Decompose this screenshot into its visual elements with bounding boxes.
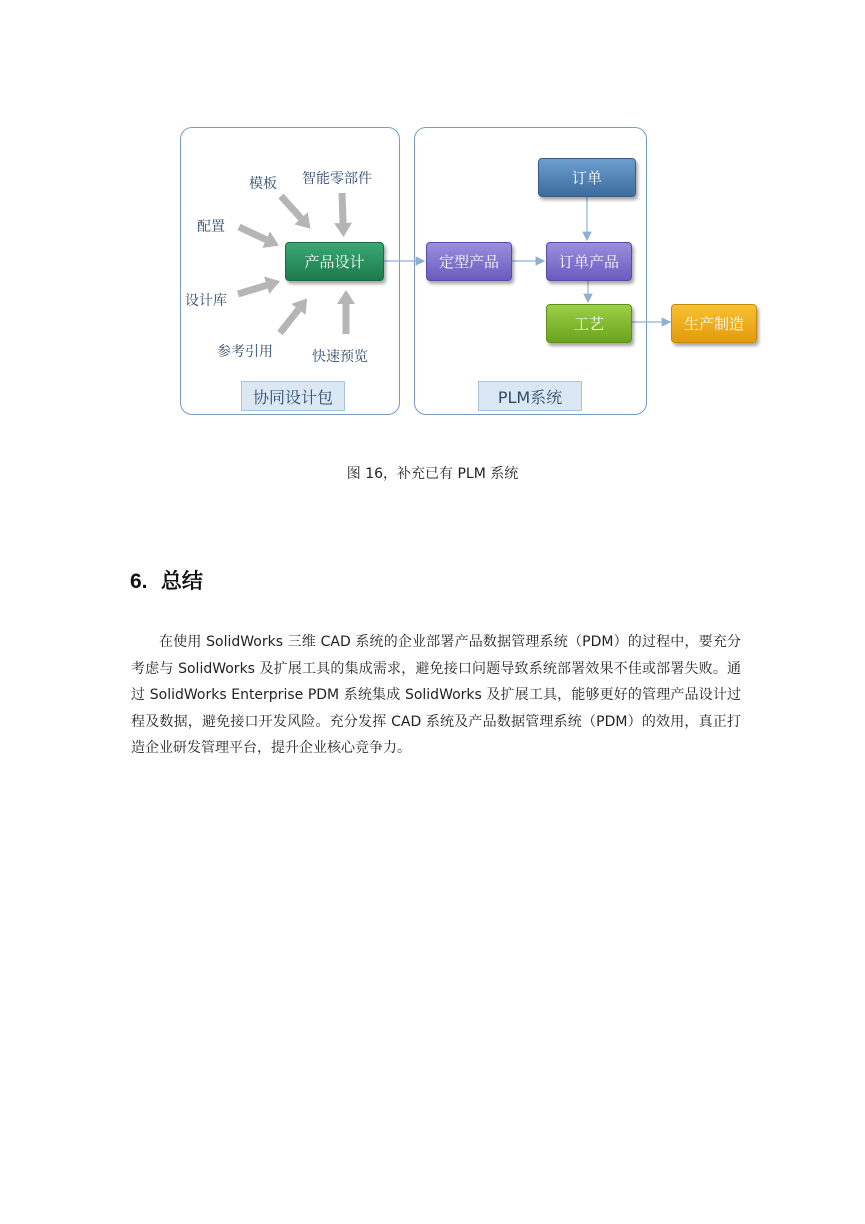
summary-paragraph: 在使用 SolidWorks 三维 CAD 系统的企业部署产品数据管理系统（PDM）的过程中，要充分考虑与 SolidWorks 及扩展工具的集成需求，避免接口问题导致系统部署效果不佳或部署失败。通过 SolidWorks Enterprise PDM 系统集成 SolidWorks 及扩展工具，能够更好的管理产品设计过程及数据，避免接口开发风险。充分发挥 CAD 系统及产品数据管理系统（PDM）的效用，真正打造企业研发管理平台，提升企业核心竞争力。 xyxy=(131,634,741,756)
diagram-arrows xyxy=(0,0,865,480)
input-label-config: 配置 xyxy=(197,219,225,235)
figure-caption: 图 16，补充已有 PLM 系统 xyxy=(346,466,519,482)
finalized-product-node: 定型产品 xyxy=(426,242,512,281)
arrow-reference xyxy=(273,293,314,339)
input-label-smart-parts: 智能零部件 xyxy=(302,171,372,187)
arrow-design-lib xyxy=(235,273,282,303)
section-title: 总结 xyxy=(160,569,203,593)
input-label-quick-preview: 快速预览 xyxy=(312,349,368,365)
input-label-reference: 参考引用 xyxy=(217,344,273,360)
arrow-smart-parts xyxy=(333,193,353,238)
arrow-config xyxy=(235,219,282,254)
section-number: 6. xyxy=(130,570,148,593)
arrow-quick-preview xyxy=(337,290,355,334)
manufacturing-node: 生产制造 xyxy=(671,304,757,343)
arrow-template xyxy=(274,190,317,235)
plm-system-tag: PLM系统 xyxy=(478,381,582,411)
product-design-node: 产品设计 xyxy=(285,242,384,281)
section-heading xyxy=(130,565,203,595)
order-product-node: 订单产品 xyxy=(546,242,632,281)
order-node: 订单 xyxy=(538,158,636,197)
process-node: 工艺 xyxy=(546,304,632,343)
input-label-design-lib: 设计库 xyxy=(185,293,227,309)
input-label-template: 模板 xyxy=(249,176,277,192)
collab-design-tag: 协同设计包 xyxy=(241,381,345,411)
